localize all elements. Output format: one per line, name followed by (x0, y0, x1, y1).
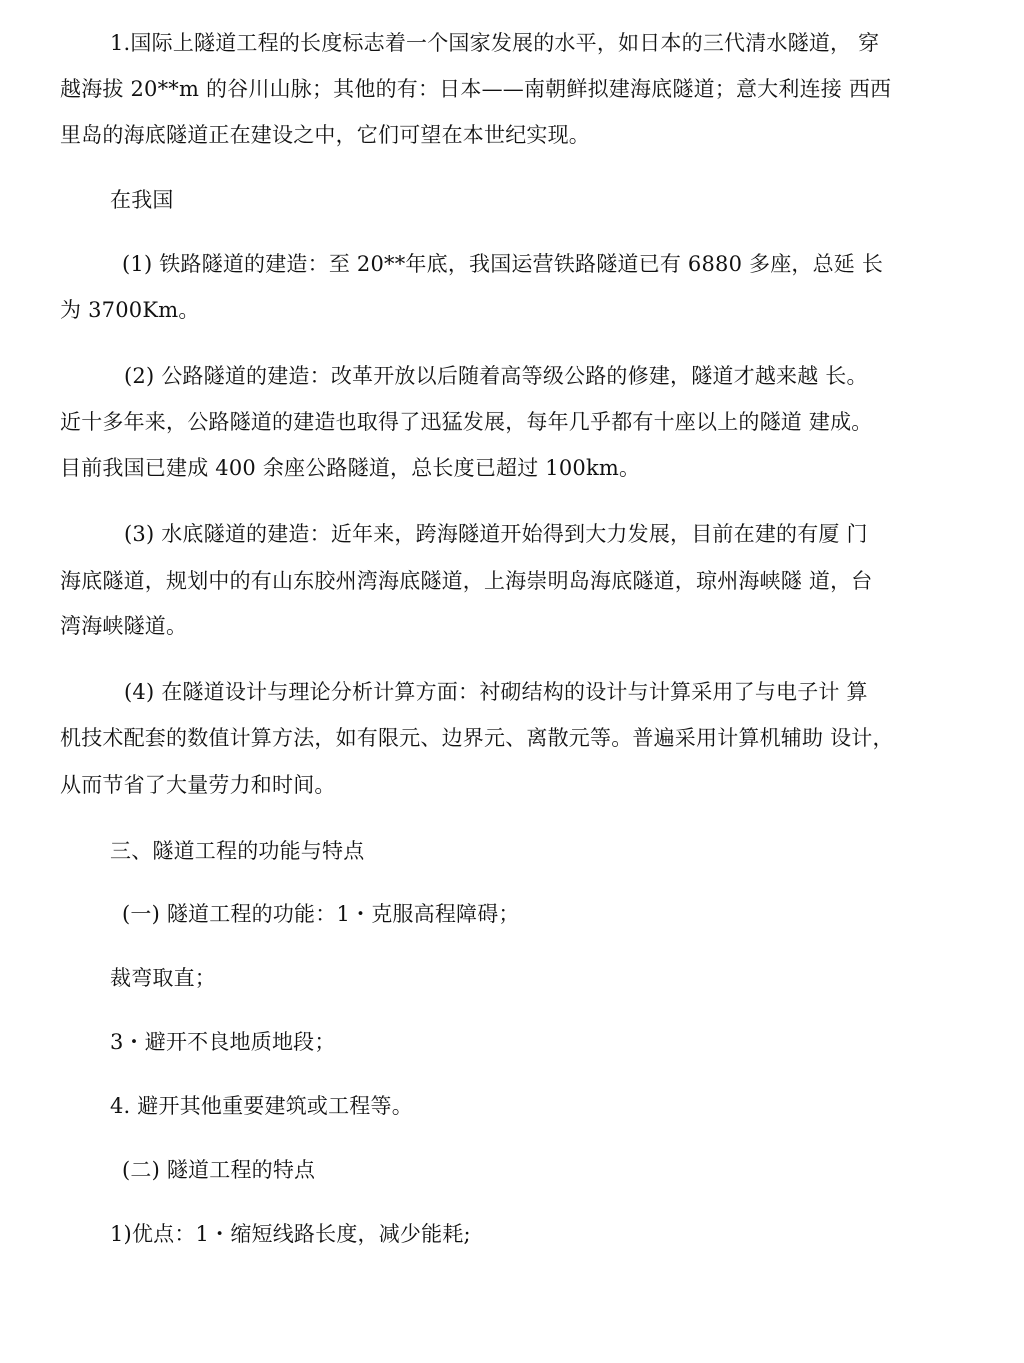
text-line: 裁弯取直； (110, 966, 216, 990)
subheading: (一) 隧道工程的功能：1・克服高程障碍； (122, 902, 520, 926)
text-line: (1) 铁路隧道的建造：至 20**年底，我国运营铁路隧道已有 6880 多座，总延 长 (122, 252, 884, 276)
text-line: 3・避开不良地质地段； (110, 1030, 336, 1054)
text-line: 4. 避开其他重要建筑或工程等。 (110, 1094, 413, 1118)
text-line: 湾海峡隧道。 (60, 614, 188, 638)
text-line: 1)优点：1・缩短线路长度，减少能耗; (110, 1222, 471, 1246)
text-line: 从而节省了大量劳力和时间。 (60, 773, 336, 797)
text-line: 在我国 (110, 188, 174, 212)
text-line: (3) 水底隧道的建造：近年来，跨海隧道开始得到大力发展，目前在建的有厦 门 (124, 522, 868, 546)
text-line: 为 3700Km。 (60, 298, 200, 322)
text-line: 海底隧道，规划中的有山东胶州湾海底隧道，上海崇明岛海底隧道，琼州海峡隧 道，台 (60, 569, 873, 593)
text-line: (4) 在隧道设计与理论分析计算方面：衬砌结构的设计与计算采用了与电子计 算 (124, 680, 868, 704)
text-line: 近十多年来，公路隧道的建造也取得了迅猛发展，每年几乎都有十座以上的隧道 建成。 (60, 410, 873, 434)
subheading: (二) 隧道工程的特点 (122, 1158, 316, 1182)
text-line: (2) 公路隧道的建造：改革开放以后随着高等级公路的修建，隧道才越来越 长。 (124, 364, 868, 388)
text-line: 越海拔 20**m 的谷川山脉；其他的有：日本——南朝鲜拟建海底隧道；意大利连接 西西 (60, 77, 892, 101)
text-line: 目前我国已建成 400 余座公路隧道，总长度已超过 100km。 (60, 456, 641, 480)
text-line: 1.国际上隧道工程的长度标志着一个国家发展的水平，如日本的三代清水隧道， 穿 (110, 31, 880, 55)
text-line: 里岛的海底隧道正在建设之中，它们可望在本世纪实现。 (60, 123, 590, 147)
text-line: 机技术配套的数值计算方法，如有限元、边界元、离散元等。普遍采用计算机辅助 设计， (60, 726, 894, 750)
section-heading: 三、隧道工程的功能与特点 (110, 839, 365, 863)
